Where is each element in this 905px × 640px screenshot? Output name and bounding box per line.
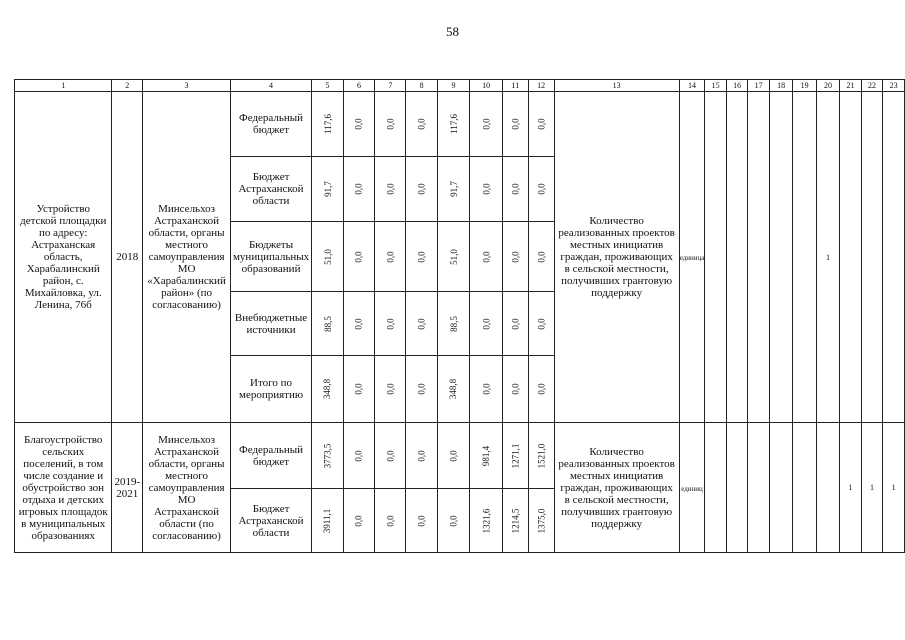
header-cell: 6 xyxy=(343,80,374,92)
value-cell: 0,0 xyxy=(503,222,529,292)
empty-cell xyxy=(705,92,727,423)
header-cell: 12 xyxy=(528,80,554,92)
header-cell: 3 xyxy=(143,80,231,92)
header-cell: 20 xyxy=(816,80,839,92)
executor-cell: Минсельхоз Астраханской области, органы местного самоуправления МО «Харабалинский район» (по согласованию) xyxy=(143,92,231,423)
empty-cell xyxy=(769,92,792,423)
value-cell: 0,0 xyxy=(375,423,406,489)
empty-cell xyxy=(793,423,816,553)
value-cell: 0,0 xyxy=(470,356,503,423)
empty-cell xyxy=(840,92,862,423)
source-cell: Федеральный бюджет xyxy=(230,92,311,157)
value-cell: 1521,0 xyxy=(528,423,554,489)
table-row xyxy=(15,423,905,489)
value-cell: 0,0 xyxy=(343,157,374,222)
value-cell: 0,0 xyxy=(528,292,554,356)
value-cell: 0,0 xyxy=(406,423,437,489)
header-row xyxy=(15,80,905,92)
year-cell: 2019-2021 xyxy=(112,423,143,553)
source-cell: Бюджет Астраханской области xyxy=(230,157,311,222)
value-cell: 0,0 xyxy=(375,489,406,553)
value-cell: 0,0 xyxy=(343,423,374,489)
header-cell: 5 xyxy=(312,80,344,92)
target-value-cell: 1 xyxy=(883,423,905,553)
header-cell: 13 xyxy=(554,80,679,92)
value-cell: 51,0 xyxy=(437,222,470,292)
value-cell: 0,0 xyxy=(375,222,406,292)
header-cell: 23 xyxy=(883,80,905,92)
activity-cell: Благоустройство сельских поселений, в том числе создание и обустройство зон отдыха и детских игровых площадок в муниципальных образованиях xyxy=(15,423,112,553)
target-value-cell: 1 xyxy=(816,92,839,423)
header-cell: 19 xyxy=(793,80,816,92)
value-cell: 117,6 xyxy=(437,92,470,157)
unit-cell: единица xyxy=(679,92,705,423)
value-cell: 0,0 xyxy=(528,92,554,157)
value-cell: 0,0 xyxy=(406,157,437,222)
year-cell: 2018 xyxy=(112,92,143,423)
empty-cell xyxy=(726,92,748,423)
value-cell: 0,0 xyxy=(343,92,374,157)
source-cell: Внебюджетные источники xyxy=(230,292,311,356)
indicator-cell: Количество реализованных проектов местных инициатив граждан, проживающих в сельской местности, получивших грантовую поддержку xyxy=(554,92,679,423)
value-cell: 1321,6 xyxy=(470,489,503,553)
header-cell: 8 xyxy=(406,80,437,92)
value-cell: 0,0 xyxy=(375,157,406,222)
indicator-cell: Количество реализованных проектов местных инициатив граждан, проживающих в сельской местности, получивших грантовую поддержку xyxy=(554,423,679,553)
value-cell: 0,0 xyxy=(343,292,374,356)
value-cell: 0,0 xyxy=(470,157,503,222)
empty-cell xyxy=(816,423,839,553)
value-cell: 0,0 xyxy=(406,92,437,157)
header-cell: 11 xyxy=(503,80,529,92)
empty-cell xyxy=(748,92,770,423)
value-cell: 91,7 xyxy=(312,157,344,222)
empty-cell xyxy=(726,423,748,553)
value-cell: 88,5 xyxy=(437,292,470,356)
value-cell: 3911,1 xyxy=(312,489,344,553)
value-cell: 0,0 xyxy=(406,356,437,423)
value-cell: 0,0 xyxy=(437,489,470,553)
value-cell: 0,0 xyxy=(343,356,374,423)
source-cell: Бюджет Астраханской области xyxy=(230,489,311,553)
table-row xyxy=(15,92,905,157)
value-cell: 0,0 xyxy=(406,292,437,356)
value-cell: 91,7 xyxy=(437,157,470,222)
target-value-cell: 1 xyxy=(861,423,883,553)
value-cell: 0,0 xyxy=(528,222,554,292)
value-cell: 0,0 xyxy=(528,157,554,222)
empty-cell xyxy=(861,92,883,423)
value-cell: 0,0 xyxy=(406,489,437,553)
header-cell: 2 xyxy=(112,80,143,92)
value-cell: 0,0 xyxy=(503,92,529,157)
empty-cell xyxy=(769,423,792,553)
header-cell: 15 xyxy=(705,80,727,92)
page-number: 58 xyxy=(446,24,459,39)
value-cell: 0,0 xyxy=(470,292,503,356)
value-cell: 1271,1 xyxy=(503,423,529,489)
value-cell: 0,0 xyxy=(375,356,406,423)
value-cell: 117,6 xyxy=(312,92,344,157)
value-cell: 0,0 xyxy=(470,92,503,157)
value-cell: 3773,5 xyxy=(312,423,344,489)
value-cell: 0,0 xyxy=(470,222,503,292)
value-cell: 1214,5 xyxy=(503,489,529,553)
value-cell: 348,8 xyxy=(312,356,344,423)
unit-cell: единиц xyxy=(679,423,705,553)
source-cell: Итого по мероприятию xyxy=(230,356,311,423)
empty-cell xyxy=(883,92,905,423)
header-cell: 1 xyxy=(15,80,112,92)
activity-cell: Устройство детской площадки по адресу: Астраханская область, Харабалинский район, с. Михайловка, ул. Ленина, 76б xyxy=(15,92,112,423)
program-table xyxy=(14,79,905,553)
value-cell: 0,0 xyxy=(503,356,529,423)
header-cell: 14 xyxy=(679,80,705,92)
executor-cell: Минсельхоз Астраханской области, органы местного самоуправления МО Астраханской области (по согласованию) xyxy=(143,423,231,553)
value-cell: 348,8 xyxy=(437,356,470,423)
value-cell: 0,0 xyxy=(503,292,529,356)
empty-cell xyxy=(748,423,770,553)
header-cell: 9 xyxy=(437,80,470,92)
header-cell: 22 xyxy=(861,80,883,92)
empty-cell xyxy=(705,423,727,553)
header-cell: 17 xyxy=(748,80,770,92)
header-cell: 18 xyxy=(769,80,792,92)
value-cell: 0,0 xyxy=(343,489,374,553)
value-cell: 0,0 xyxy=(375,92,406,157)
header-cell: 21 xyxy=(840,80,862,92)
value-cell: 981,4 xyxy=(470,423,503,489)
value-cell: 0,0 xyxy=(375,292,406,356)
value-cell: 0,0 xyxy=(437,423,470,489)
value-cell: 1375,0 xyxy=(528,489,554,553)
source-cell: Федеральный бюджет xyxy=(230,423,311,489)
value-cell: 0,0 xyxy=(528,356,554,423)
header-cell: 10 xyxy=(470,80,503,92)
value-cell: 0,0 xyxy=(503,157,529,222)
value-cell: 51,0 xyxy=(312,222,344,292)
header-cell: 7 xyxy=(375,80,406,92)
value-cell: 88,5 xyxy=(312,292,344,356)
empty-cell xyxy=(793,92,816,423)
value-cell: 0,0 xyxy=(343,222,374,292)
source-cell: Бюджеты муниципальных образований xyxy=(230,222,311,292)
header-cell: 4 xyxy=(230,80,311,92)
value-cell: 0,0 xyxy=(406,222,437,292)
header-cell: 16 xyxy=(726,80,748,92)
target-value-cell: 1 xyxy=(840,423,862,553)
